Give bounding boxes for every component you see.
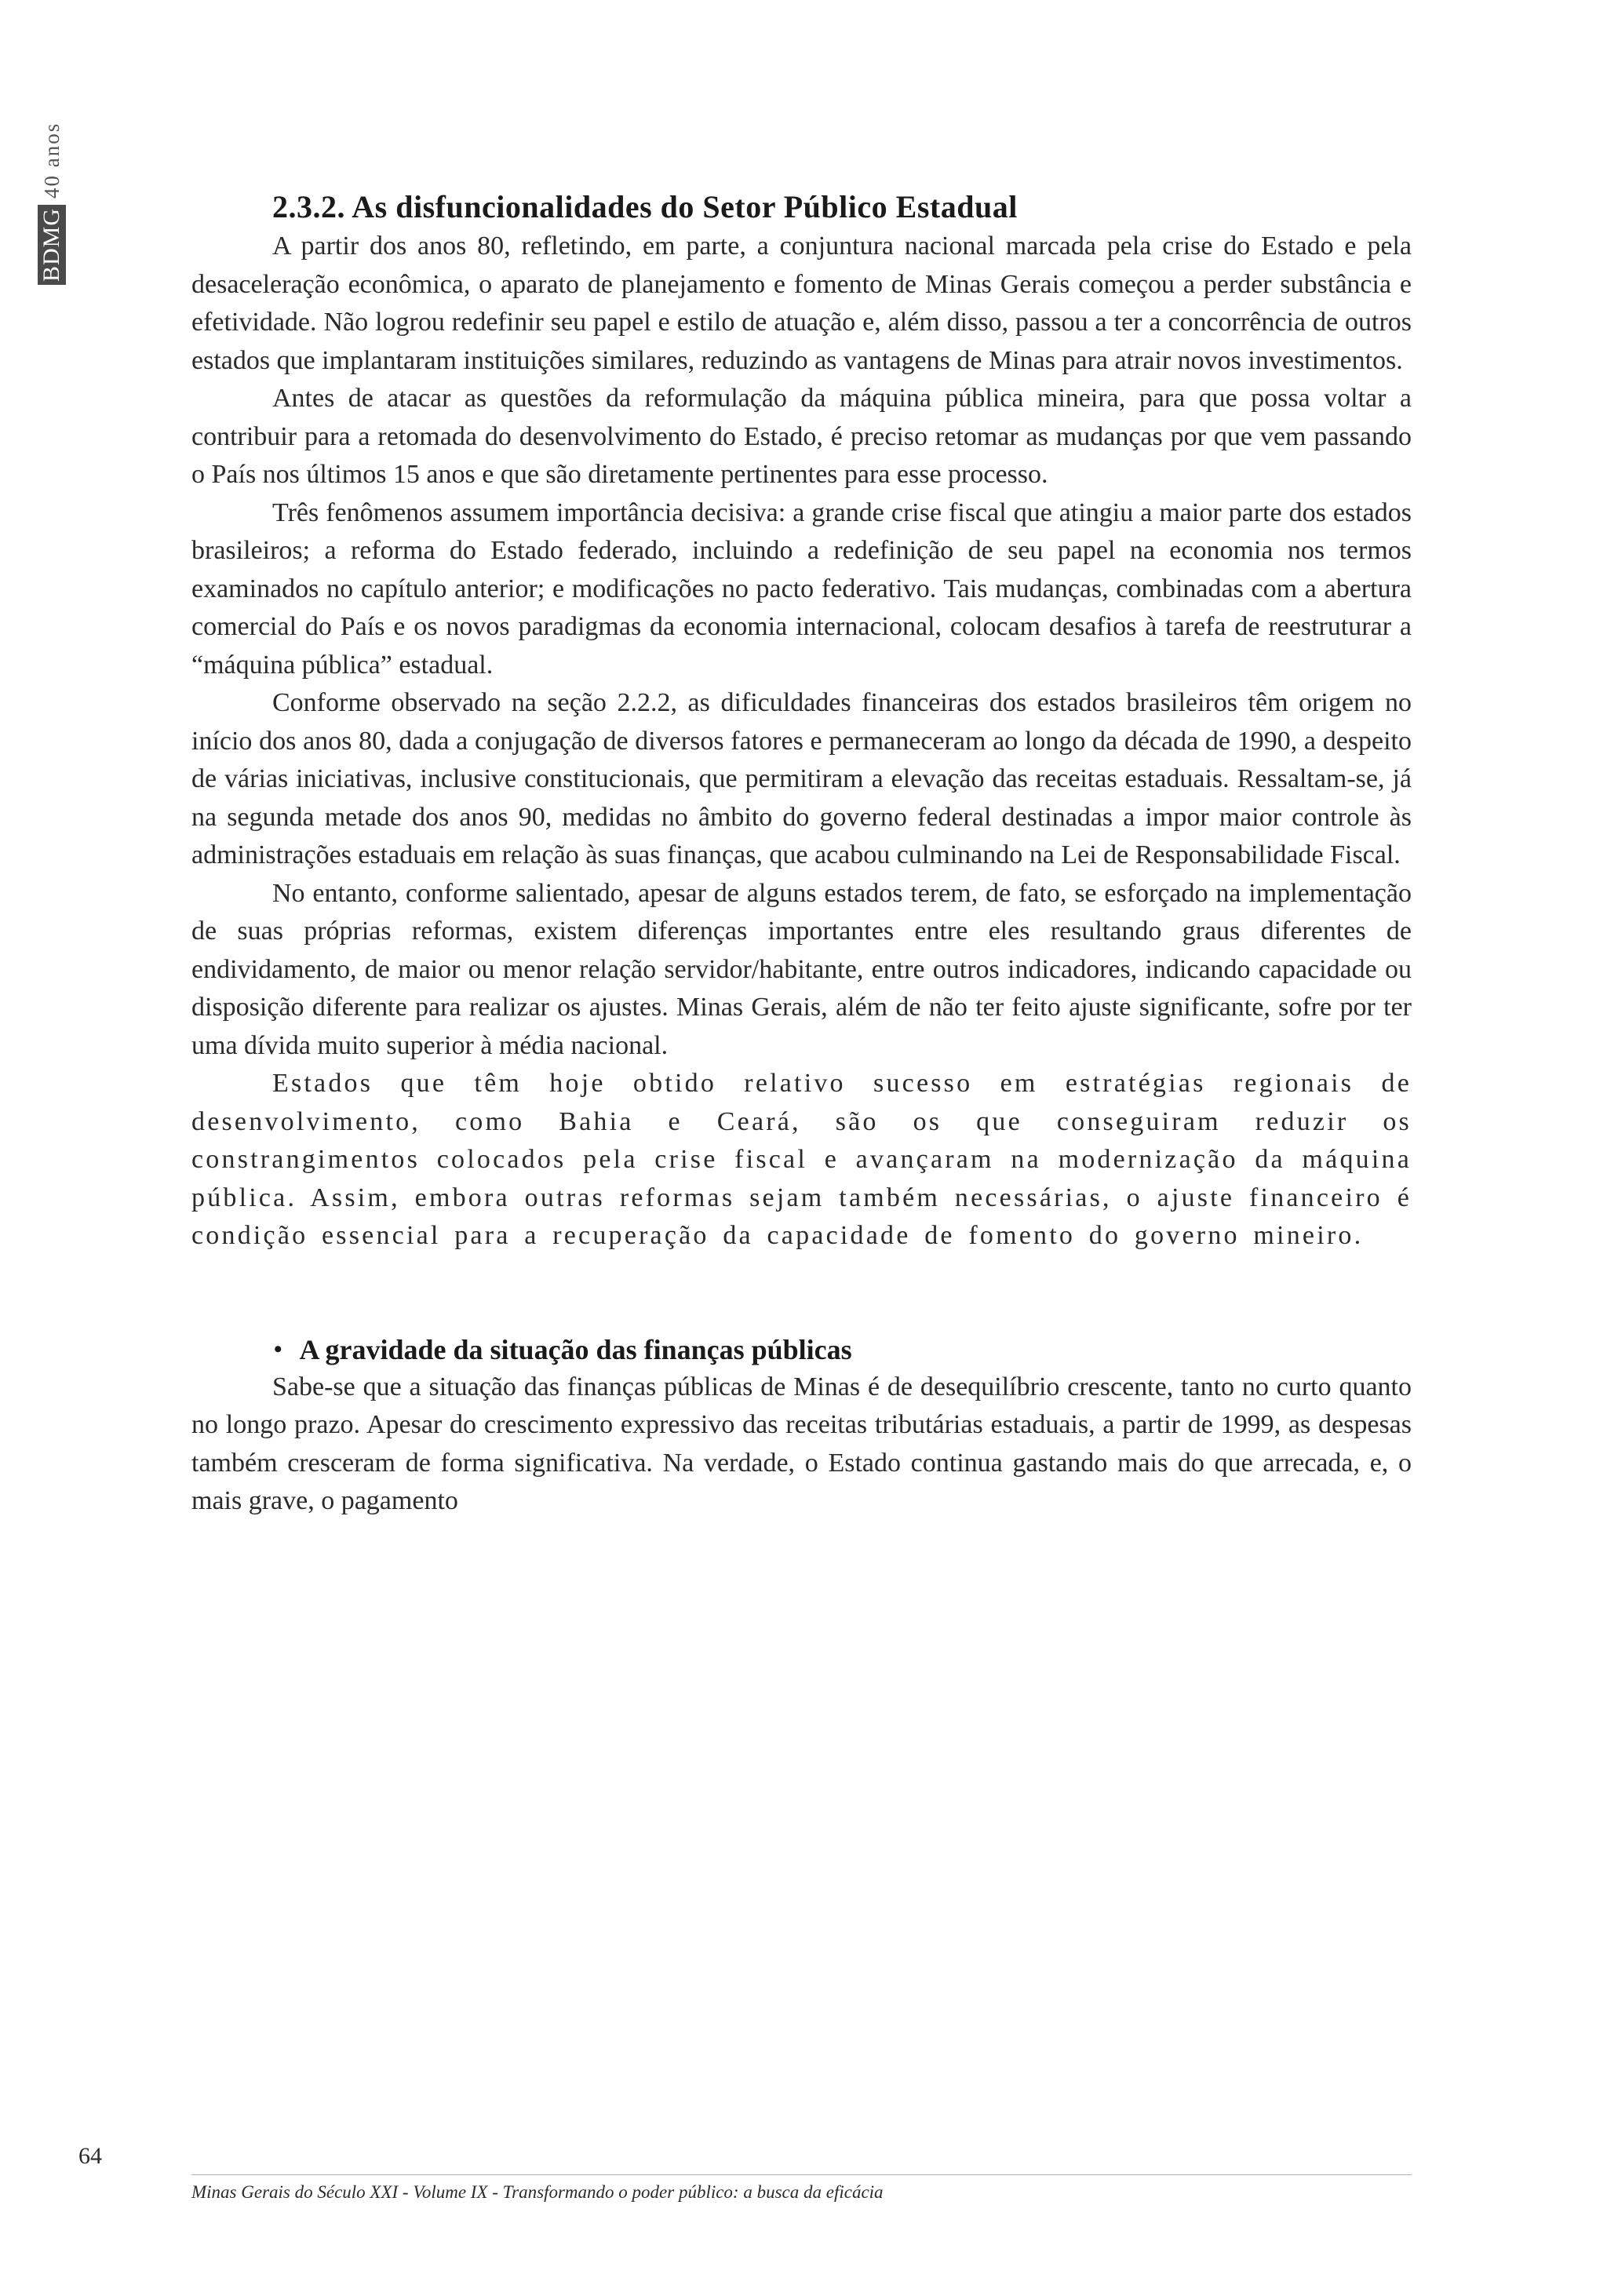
paragraph-3: Três fenômenos assumem importância decisiva: a grande crise fiscal que atingiu a maior parte dos estados brasileiros; a reforma do Estado federado, incluindo a redefinição de seu papel na economia nos termos examinados no capítulo anterior; e modificações no pacto federativo. Tais mudanças, combinadas com a abertura comercial do País e os novos paradigmas da economia internacional, colocam desafios à tarefa de reestruturar a “máquina pública” estadual.	[191, 497, 1412, 680]
subsection-title: A gravidade da situação das finanças públicas	[299, 1333, 852, 1365]
subsection-heading	[274, 1331, 1412, 1368]
bullet-icon: •	[274, 1336, 282, 1362]
paragraph-4: Conforme observado na seção 2.2.2, as dificuldades financeiras dos estados brasileiros têm origem no início dos anos 80, dada a conjugação de diversos fatores e permaneceram ao longo da década de 1990, a despeito de várias iniciativas, inclusive constitucionais, que permitiram a elevação das receitas estaduais. Ressaltam-se, já na segunda metade dos anos 90, medidas no âmbito do governo federal destinadas a impor maior controle às administrações estaduais em relação às suas finanças, que acabou culminando na Lei de Responsabilidade Fiscal.	[191, 688, 1412, 869]
side-tag-brand: BDMG	[38, 205, 66, 285]
paragraph-6: Estados que têm hoje obtido relativo sucesso em estratégias regionais de desenvolvimento, como Bahia e Ceará, são os que conseguiram reduzir os constrangimentos colocados pela crise fiscal e avançaram na modernização da máquina pública. Assim, embora outras reformas sejam também necessárias, o ajuste financeiro é condição essencial para a recuperação da capacidade de fomento do governo mineiro.	[191, 1069, 1412, 1250]
side-tag	[38, 122, 66, 285]
side-tag-rotated	[38, 122, 66, 285]
page-content	[191, 187, 1412, 1521]
paragraph-1: A partir dos anos 80, refletindo, em parte, a conjuntura nacional marcada pela crise do Estado e pela desaceleração econômica, o aparato de planejamento e fomento de Minas Gerais começou a perder substância e efetividade. Não logrou redefinir seu papel e estilo de atuação e, além disso, passou a ter a concorrência de outros estados que implantaram instituições similares, reduzindo as vantagens de Minas para atrair novos investimentos.	[191, 231, 1412, 375]
paragraph-5: No entanto, conforme salientado, apesar de alguns estados terem, de fato, se esforçado na implementação de suas próprias reformas, existem diferenças importantes entre eles resultando graus diferentes de endividamento, de maior ou menor relação servidor/habitante, entre outros indicadores, indicando capacidade ou disposição diferente para realizar os ajustes. Minas Gerais, além de não ter feito ajuste significante, sofre por ter uma dívida muito superior à média nacional.	[191, 878, 1412, 1060]
side-tag-subtitle: 40 anos	[40, 122, 64, 199]
footer-divider	[191, 2174, 1412, 2175]
section-title: 2.3.2. As disfuncionalidades do Setor Público Estadual	[272, 189, 1018, 224]
page-number: 64	[78, 2143, 102, 2169]
subsection-paragraph-1: Sabe-se que a situação das finanças públicas de Minas é de desequilíbrio crescente, tanto no curto quanto no longo prazo. Apesar do crescimento expressivo das receitas tributárias estaduais, a partir de 1999, as despesas também cresceram de forma significativa. Na verdade, o Estado continua gastando mais do que arrecada, e, o mais grave, o pagamento	[191, 1372, 1412, 1515]
paragraph-2: Antes de atacar as questões da reformulação da máquina pública mineira, para que possa voltar a contribuir para a retomada do desenvolvimento do Estado, é preciso retomar as mudanças por que vem passando o País nos últimos 15 anos e que são diretamente pertinentes para esse processo.	[191, 384, 1412, 489]
running-footer: Minas Gerais do Século XXI - Volume IX - Transformando o poder público: a busca da eficácia	[191, 2182, 884, 2202]
